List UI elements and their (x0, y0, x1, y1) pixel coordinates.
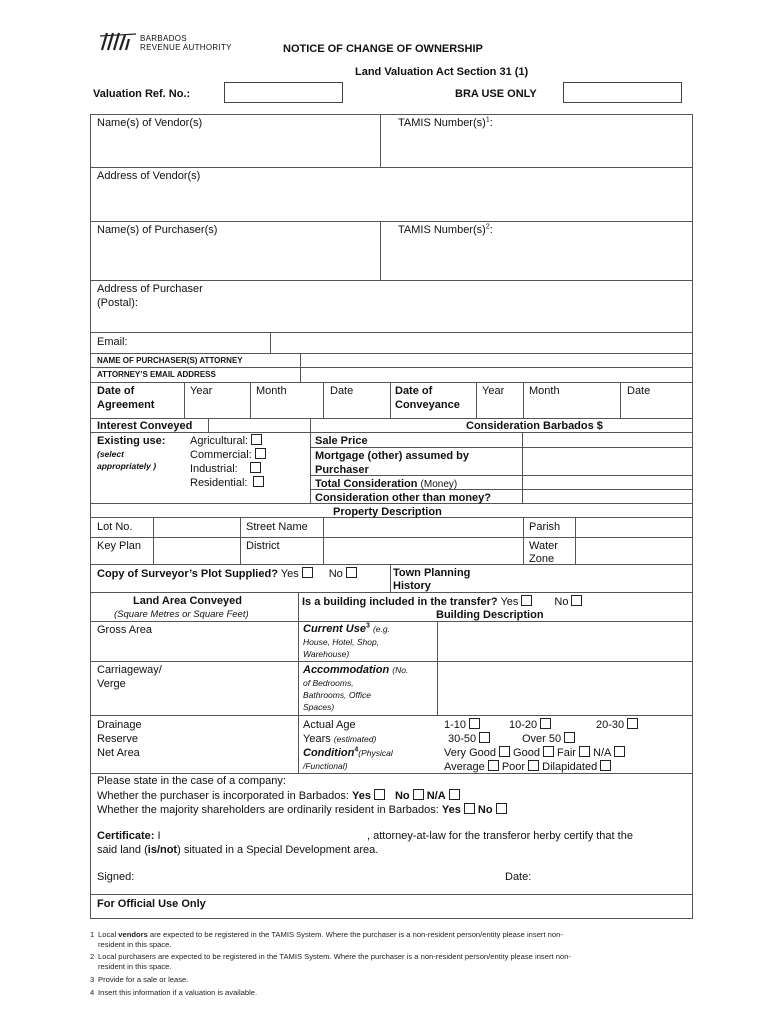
net-area-label: Net Area (97, 747, 140, 759)
interest-conveyed-label: Interest Conveyed (97, 420, 193, 432)
condition-line2: /Functional) (303, 761, 348, 771)
accommodation-line2: of Bedrooms, (303, 678, 354, 688)
fair-checkbox[interactable] (579, 746, 590, 757)
form-title: NOTICE OF CHANGE OF OWNERSHIP (283, 43, 483, 55)
email-label: Email: (97, 336, 128, 348)
water-label-1: Water (529, 540, 558, 552)
certificate-label: Certificate: I (97, 830, 161, 842)
conveyance-date-label: Date (627, 385, 651, 397)
footnote-3-number: 3 (90, 975, 95, 984)
agreement-year-label: Year (190, 385, 213, 397)
signed-label: Signed: (97, 871, 135, 883)
logo-line2: REVENUE AUTHORITY (140, 43, 232, 52)
footnote-1-cont: resident in this space. (98, 940, 172, 949)
company-intro: Please state in the case of a company: (97, 775, 286, 787)
property-description-heading: Property Description (333, 506, 442, 518)
bra-logo-icon (98, 30, 138, 52)
conveyance-label-1: Date of (395, 385, 433, 397)
other-consideration-label: Consideration other than money? (315, 492, 492, 504)
purchaser-names-label: Name(s) of Purchaser(s) (97, 224, 218, 236)
vendor-tamis-label: TAMIS $Number(s)^1$: (398, 116, 493, 129)
footnote-2: Local purchasers are expected to be registered in the TAMIS System. Where the purchaser is a non-resident person/entity please insert non- (98, 952, 571, 961)
town-planning-label-2: History (393, 580, 431, 592)
age-30-50-checkbox[interactable] (479, 732, 490, 743)
key-plan-label: Key Plan (97, 540, 142, 552)
footnote-3: Provide for a sale or lease. (98, 975, 189, 984)
footnote-4: Insert this information if a valuation is available. (98, 988, 258, 997)
incorporated-na-checkbox[interactable] (449, 789, 460, 800)
age-10-20-checkbox[interactable] (540, 718, 551, 729)
total-consideration-label: Total Consideration (Money) (315, 478, 458, 490)
parish-label: Parish (529, 521, 561, 533)
carriageway-label-1: Carriageway/ (97, 664, 162, 676)
agreement-date-label: Date (330, 385, 354, 397)
footnote-2-number: 2 (90, 952, 95, 961)
current-use-line2: House, Hotel, Shop, (303, 637, 380, 647)
sale-price-label: Sale Price (315, 435, 368, 447)
carriageway-label-2: Verge (97, 678, 126, 690)
good-checkbox[interactable] (543, 746, 554, 757)
building-description-heading: Building Description (436, 609, 544, 621)
building-no-checkbox[interactable] (571, 595, 582, 606)
shareholders-yes-checkbox[interactable] (464, 803, 475, 814)
valuation-ref-label: Valuation Ref. No.: (93, 88, 191, 100)
agreement-label-2: Agreement (97, 399, 155, 411)
accommodation-line4: Spaces) (303, 702, 335, 712)
land-area-heading: Land Area Conveyed (133, 595, 243, 607)
surveyor-no-checkbox[interactable] (346, 567, 357, 578)
drainage-label-2: Reserve (97, 733, 138, 745)
current-use-line3: Warehouse) (303, 649, 350, 659)
vendor-address-label: Address of Vendor(s) (97, 170, 201, 182)
footnote-4-number: 4 (90, 988, 95, 997)
building-question: Is a building included in the transfer? Yes No (302, 595, 582, 609)
dilapidated-checkbox[interactable] (600, 760, 611, 771)
agreement-month-label: Month (256, 385, 287, 397)
agricultural-checkbox[interactable] (251, 434, 262, 445)
use-industrial[interactable]: Industrial: (190, 462, 261, 476)
surveyor-question: Copy of Surveyor’s Plot Supplied? Yes No (97, 567, 357, 581)
attorney-email-label: ATTORNEY’S EMAIL ADDRESS (97, 370, 216, 379)
purchaser-postal-label: (Postal): (97, 297, 138, 309)
accommodation-label: Accommodation (No. (303, 664, 409, 676)
incorporated-no-checkbox[interactable] (413, 789, 424, 800)
certificate-text-2: said land (is/not) situated in a Special Development area. (97, 844, 379, 856)
logo-line1: BARBADOS (140, 34, 187, 43)
use-agricultural[interactable]: Agricultural: (190, 434, 262, 448)
footnote-1: Local vendors are expected to be registered in the TAMIS System. Where the purchaser is a non-resident person/entity please insert non- (98, 930, 563, 939)
current-use-label: Current Use$^3$ (e.g. (303, 622, 390, 635)
attorney-label: NAME OF PURCHASER(S) ATTORNEY (97, 356, 243, 365)
district-label: District (246, 540, 280, 552)
certificate-text-1: , attorney-at-law for the transferor herby certify that the (367, 830, 633, 842)
select-note-1: (select (97, 449, 124, 459)
residential-checkbox[interactable] (253, 476, 264, 487)
age-30-50[interactable]: 30-50 (448, 732, 490, 746)
consideration-heading: Consideration Barbados $ (466, 420, 603, 432)
condition-options-1: Very Good Good Fair N/A (444, 746, 625, 760)
accommodation-line3: Bathrooms, Office (303, 690, 372, 700)
surveyor-yes-checkbox[interactable] (302, 567, 313, 578)
street-label: Street Name (246, 521, 308, 533)
gross-area-label: Gross Area (97, 624, 153, 636)
conveyance-month-label: Month (529, 385, 560, 397)
purchaser-address-label: Address of Purchaser (97, 283, 203, 295)
cert-date-label: Date: (505, 871, 532, 883)
condition-options-2: Average Poor Dilapidated (444, 760, 611, 774)
age-20-30[interactable]: 20-30 (596, 718, 638, 732)
footnote-1-number: 1 (90, 930, 95, 939)
age-1-10[interactable]: 1-10 (444, 718, 480, 732)
town-planning-label-1: Town Planning (393, 567, 471, 579)
age-over-50-checkbox[interactable] (564, 732, 575, 743)
incorporated-question: Whether the purchaser is incorporated in Barbados: Yes No N/A (97, 789, 460, 803)
years-label: Years (estimated) (303, 733, 377, 745)
average-checkbox[interactable] (488, 760, 499, 771)
mortgage-label-1: Mortgage (other) assumed by (315, 450, 470, 462)
official-use-label: For Official Use Only (97, 898, 206, 910)
na-checkbox[interactable] (614, 746, 625, 757)
use-commercial[interactable]: Commercial: (190, 448, 266, 462)
vendor-names-label: Name(s) of Vendor(s) (97, 117, 203, 129)
incorporated-yes-checkbox[interactable] (374, 789, 385, 800)
poor-checkbox[interactable] (528, 760, 539, 771)
lot-label: Lot No. (97, 521, 133, 533)
shareholders-question: Whether the majority shareholders are ordinarily resident in Barbados: Yes No (97, 803, 507, 817)
drainage-label-1: Drainage (97, 719, 142, 731)
age-over-50[interactable]: Over 50 (522, 732, 575, 746)
conveyance-label-2: Conveyance (395, 399, 460, 411)
industrial-checkbox[interactable] (250, 462, 261, 473)
shareholders-no-checkbox[interactable] (496, 803, 507, 814)
age-1-10-checkbox[interactable] (469, 718, 480, 729)
very-good-checkbox[interactable] (499, 746, 510, 757)
condition-label: Condition$^4$(Physical (303, 746, 393, 759)
conveyance-year-label: Year (482, 385, 505, 397)
age-20-30-checkbox[interactable] (627, 718, 638, 729)
use-residential[interactable]: Residential: (190, 476, 264, 490)
valuation-ref-field[interactable] (224, 82, 343, 103)
form-subtitle: Land Valuation Act Section 31 (1) (355, 66, 529, 78)
mortgage-label-2: Purchaser (315, 464, 369, 476)
land-area-units: (Square Metres or Square Feet) (114, 609, 249, 620)
select-note-2: appropriately ) (97, 461, 157, 471)
existing-use-label: Existing use: (97, 435, 166, 447)
commercial-checkbox[interactable] (255, 448, 266, 459)
actual-age-label: Actual Age (303, 719, 356, 731)
footnote-2-cont: resident in this space. (98, 962, 172, 971)
purchaser-tamis-label: TAMIS $Number(s)^2$: (398, 223, 493, 236)
age-10-20[interactable]: 10-20 (509, 718, 551, 732)
bra-use-label: BRA USE ONLY (455, 88, 537, 100)
bra-use-field[interactable] (563, 82, 682, 103)
agreement-label-1: Date of (97, 385, 135, 397)
water-label-2: Zone (529, 553, 555, 565)
building-yes-checkbox[interactable] (521, 595, 532, 606)
